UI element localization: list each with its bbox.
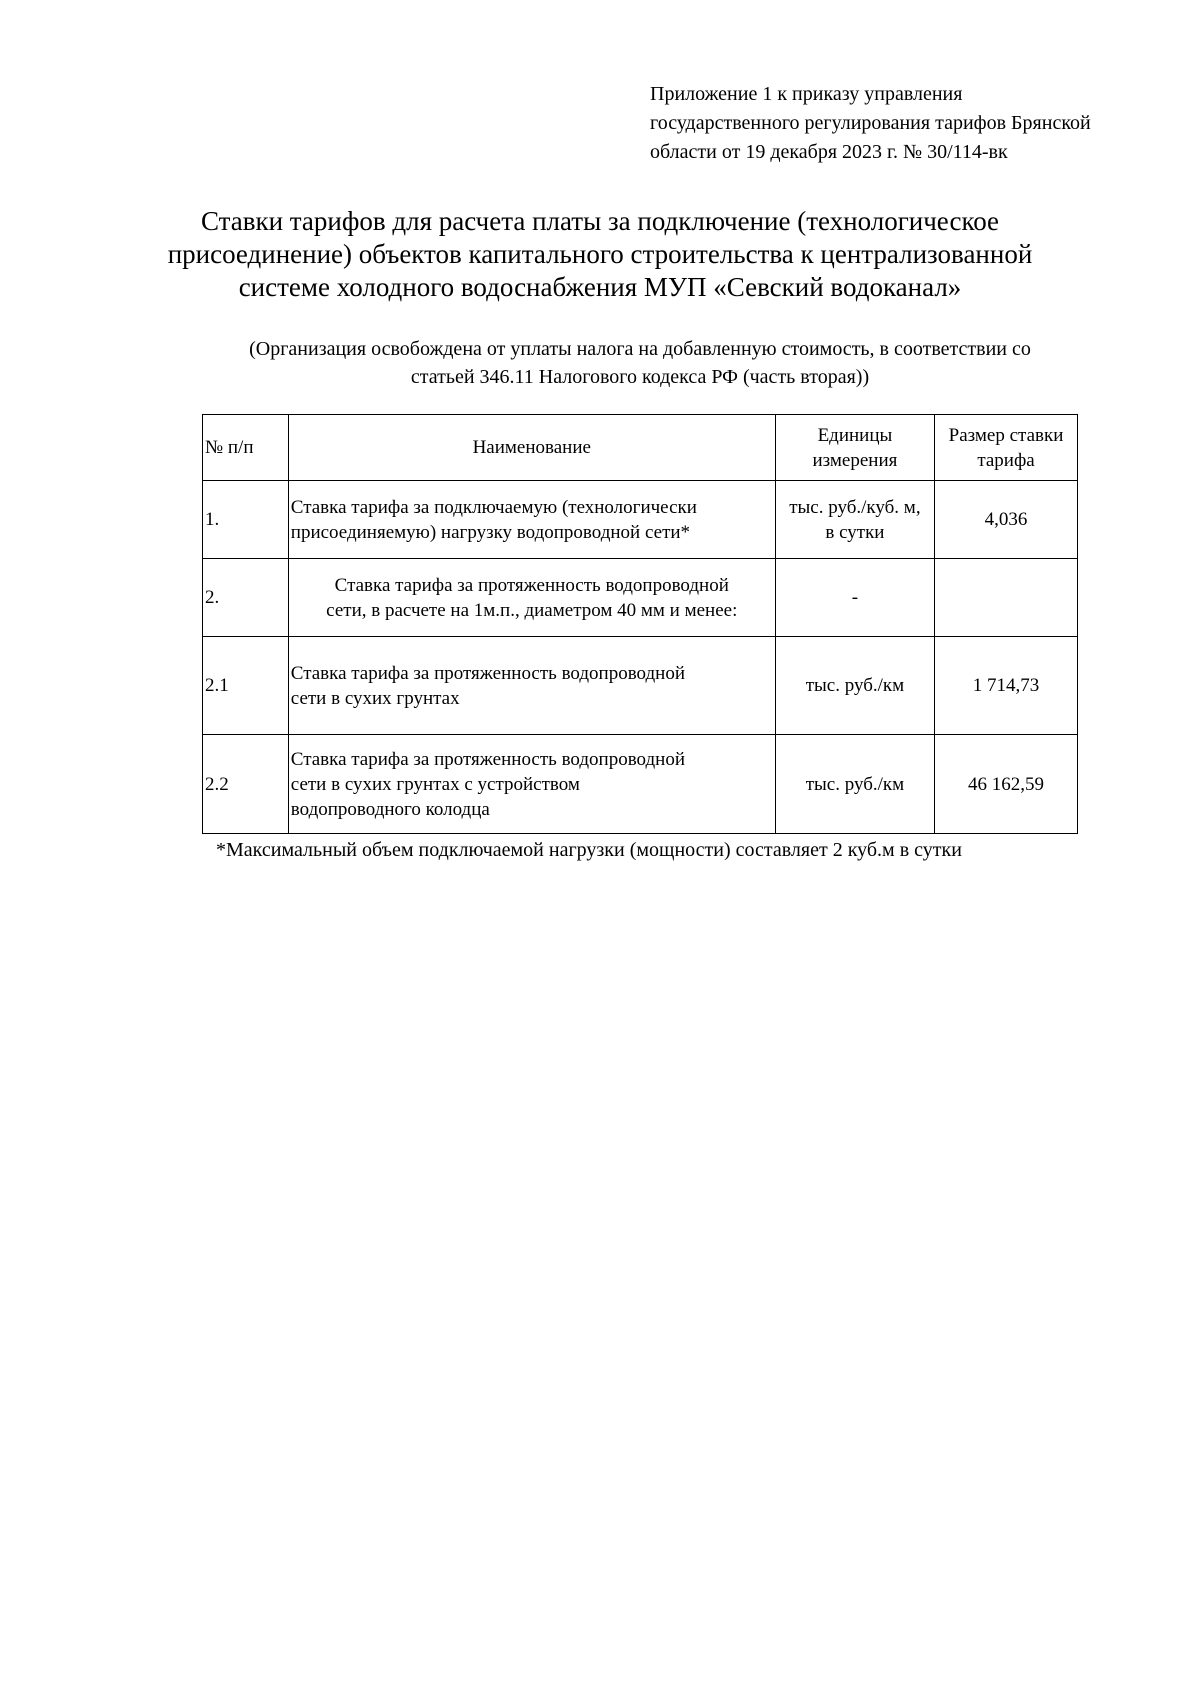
row-unit-line: тыс. руб./км [805,675,905,696]
header-unit-line: измерения [812,449,898,471]
row-name [288,637,775,735]
note-line: статьей 346.11 Налогового кодекса РФ (часть вторая)) [410,366,870,388]
title-line: системе холодного водоснабжения МУП «Севский водоканал» [238,272,962,302]
row-unit-line: тыс. руб./км [805,773,905,795]
header-unit [775,415,934,481]
table-header-row [203,415,1078,481]
appendix-line: Приложение 1 к приказу управления [650,83,963,105]
appendix-line: области от 19 декабря 2023 г. № 30/114-вк [650,141,1008,163]
row-unit [775,559,934,637]
header-rate-line: Размер ставки [948,424,1064,446]
header-rate-line: тарифа [977,449,1035,471]
header-name: Наименование [288,415,775,481]
tax-exemption-note [140,335,1140,391]
row-name-line: Ставка тарифа за подключаемую (технологически [290,496,697,518]
row-number: 1. [203,481,289,559]
footnote: *Максимальный объем подключаемой нагрузки (мощности) составляет 2 куб.м в сутки [216,839,962,861]
row-unit-line: в сутки [825,521,885,543]
row-name-line: сети, в расчете на 1м.п., диаметром 40 мм и менее: [326,599,738,621]
row-name-line: сети в сухих грунтах с устройством [290,773,580,795]
appendix-line: государственного регулирования тарифов Брянской [650,112,1091,134]
table-row [203,735,1078,834]
row-unit-line: тыс. руб./куб. м, [789,496,921,518]
table-row [203,637,1078,735]
header-unit-line: Единицы [817,424,893,446]
row-name-line: присоединяемую) нагрузку водопроводной сети* [290,521,691,543]
row-rate: 46 162,59 [935,735,1078,834]
row-name [288,735,775,834]
document-title [100,205,1100,304]
row-number: 2.2 [203,735,289,834]
row-name-line: Ставка тарифа за протяженность водопроводной [334,574,729,596]
row-number: 2. [203,559,289,637]
row-rate: 1 714,73 [935,637,1078,735]
note-line: (Организация освобождена от уплаты налога на добавленную стоимость, в соответствии со [249,338,1031,360]
header-rate [935,415,1078,481]
row-name-line: Ставка тарифа за протяженность водопроводной [290,748,685,770]
tariff-table [202,414,1078,834]
row-rate [935,559,1078,637]
row-unit [775,637,934,735]
row-unit [775,735,934,834]
title-line: присоединение) объектов капитального строительства к централизованной [167,239,1033,269]
appendix-reference [650,80,1170,167]
row-name-line: Ставка тарифа за протяженность водопроводной [290,662,685,684]
row-name-line: водопроводного колодца [290,798,490,820]
row-unit [775,481,934,559]
row-name [288,559,775,637]
title-line: Ставки тарифов для расчета платы за подключение (технологическое [200,206,1000,236]
row-name-line: сети в сухих грунтах [290,687,460,709]
row-rate: 4,036 [935,481,1078,559]
row-number: 2.1 [203,637,289,735]
row-name [288,481,775,559]
table-row [203,481,1078,559]
header-number: № п/п [203,415,289,481]
table-row [203,559,1078,637]
row-unit-line: - [851,587,859,608]
